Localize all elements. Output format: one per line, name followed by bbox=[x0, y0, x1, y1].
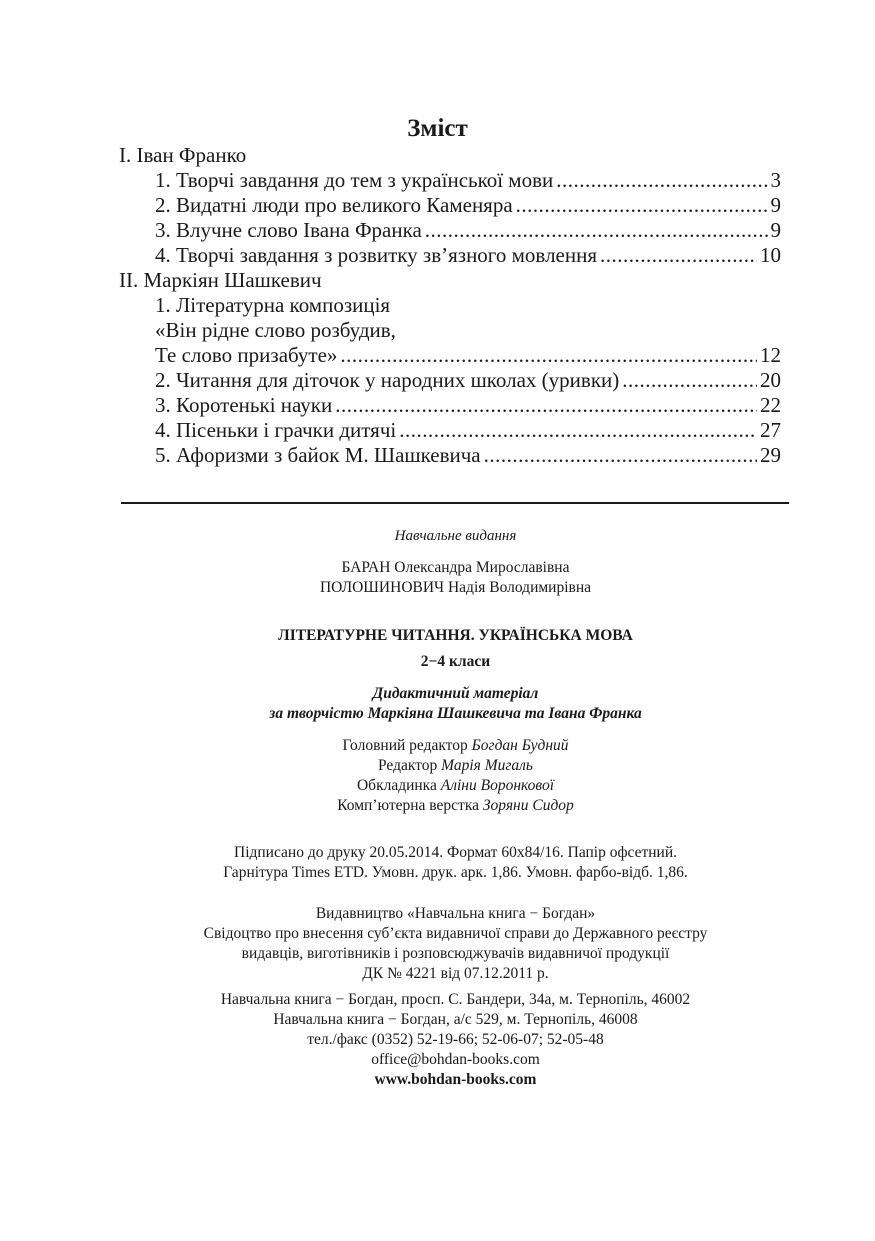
toc-entry-title: 1. Літературна композиція bbox=[155, 293, 391, 317]
print-details: Гарнітура Times ETD. Умовн. друк. арк. 1,86. Умовн. фарбо-відб. 1,86. bbox=[223, 864, 688, 881]
toc-entry bbox=[155, 443, 781, 468]
staff-name: Зоряни Сидор bbox=[482, 797, 574, 814]
toc-leader-dots bbox=[600, 243, 757, 268]
author-name: БАРАН Олександра Мирославівна bbox=[341, 559, 570, 576]
toc-leader-dots bbox=[340, 343, 757, 368]
toc-entry bbox=[155, 193, 781, 218]
staff-name: Марія Мигаль bbox=[441, 757, 533, 774]
publisher-address: Навчальна книга − Богдан, просп. С. Бандери, 34а, м. Тернопіль, 46002 bbox=[220, 991, 691, 1008]
toc-entry bbox=[155, 368, 781, 393]
toc-entry-page: 9 bbox=[770, 193, 781, 217]
book-subtitle: за творчістю Маркіяна Шашкевича та Івана Франка bbox=[269, 705, 642, 722]
toc-entry-title: 4. Творчі завдання з розвитку зв’язного мовлення bbox=[155, 243, 598, 267]
toc-entry-page: 12 bbox=[760, 343, 781, 367]
publisher-website: www.bohdan-books.com bbox=[374, 1071, 537, 1088]
toc-entry-page: 9 bbox=[770, 218, 781, 242]
staff-line bbox=[0, 776, 875, 796]
publisher-name: Видавництво «Навчальна книга − Богдан» bbox=[315, 905, 596, 922]
toc-entry bbox=[155, 393, 781, 418]
toc-entry bbox=[155, 243, 781, 268]
toc-section-heading: I. Іван Франко bbox=[119, 143, 247, 167]
toc-entry-title: 5. Афоризми з байок М. Шашкевича bbox=[155, 443, 481, 467]
staff-line bbox=[0, 736, 875, 756]
toc-entry-title: «Він рідне слово розбудив, bbox=[155, 318, 396, 342]
certificate-text: видавців, виготівників і розповсюджувачів видавничої продукції bbox=[241, 945, 670, 962]
toc-entry-title: 4. Пісеньки і грачки дитячі bbox=[155, 418, 397, 442]
book-grades: 2−4 класи bbox=[420, 653, 491, 670]
toc-entry-title: 2. Читання для діточок у народних школах (уривки) bbox=[155, 368, 620, 392]
staff-name: Аліни Воронкової bbox=[440, 777, 554, 794]
publisher-phones: тел./факс (0352) 52-19-66; 52-06-07; 52-05-48 bbox=[307, 1031, 604, 1048]
toc-entry-title: 3. Влучне слово Івана Франка bbox=[155, 218, 422, 242]
staff-role: Редактор bbox=[378, 757, 438, 774]
staff-line bbox=[0, 756, 875, 776]
toc-entry-title: 3. Коротенькі науки bbox=[155, 393, 333, 417]
toc-entry-title: Те слово призабуте» bbox=[155, 343, 338, 367]
staff-name: Богдан Будний bbox=[471, 737, 569, 754]
toc-leader-dots bbox=[484, 443, 757, 468]
certificate-text: Свідоцтво про внесення суб’єкта видавничої справи до Державного реєстру bbox=[203, 925, 708, 942]
staff-role: Головний редактор bbox=[342, 737, 468, 754]
toc-entry-page: 22 bbox=[760, 393, 781, 417]
toc-entry bbox=[155, 343, 781, 368]
divider-rule bbox=[121, 502, 789, 504]
book-subtitle: Дидактичний матеріал bbox=[372, 685, 539, 702]
toc-entry-title: 2. Видатні люди про великого Каменяра bbox=[155, 193, 513, 217]
toc-leader-dots bbox=[556, 168, 767, 193]
edition-type: Навчальне видання bbox=[394, 528, 517, 544]
book-title: ЛІТЕРАТУРНЕ ЧИТАННЯ. УКРАЇНСЬКА МОВА bbox=[278, 627, 633, 644]
toc-entry bbox=[155, 418, 781, 443]
certificate-number: ДК № 4221 від 07.12.2011 р. bbox=[362, 965, 549, 982]
toc-leader-dots bbox=[399, 418, 757, 443]
staff-line bbox=[0, 796, 875, 816]
toc-entry bbox=[155, 168, 781, 193]
publisher-address: Навчальна книга − Богдан, а/с 529, м. Тернопіль, 46008 bbox=[273, 1011, 638, 1028]
staff-role: Комп’ютерна верстка bbox=[337, 797, 479, 814]
author-name: ПОЛОШИНОВИЧ Надія Володимирівна bbox=[319, 579, 592, 596]
publisher-email: office@bohdan-books.com bbox=[371, 1051, 540, 1068]
toc-entry-title: 1. Творчі завдання до тем з української мови bbox=[155, 168, 554, 192]
print-details: Підписано до друку 20.05.2014. Формат 60х84/16. Папір офсетний. bbox=[234, 844, 677, 861]
toc-title: Зміст bbox=[407, 115, 468, 142]
toc-leader-dots bbox=[622, 368, 757, 393]
toc-entry-page: 10 bbox=[760, 243, 781, 267]
toc-entry-page: 27 bbox=[760, 418, 781, 442]
toc-entry-page: 3 bbox=[770, 168, 781, 192]
toc-entry bbox=[155, 218, 781, 243]
toc-entry-page: 29 bbox=[760, 443, 781, 467]
toc-entry-page: 20 bbox=[760, 368, 781, 392]
toc-leader-dots bbox=[516, 193, 768, 218]
staff-role: Обкладинка bbox=[356, 777, 437, 794]
toc-leader-dots bbox=[335, 393, 757, 418]
toc-leader-dots bbox=[425, 218, 768, 243]
toc-section-heading: II. Маркіян Шашкевич bbox=[119, 268, 322, 292]
